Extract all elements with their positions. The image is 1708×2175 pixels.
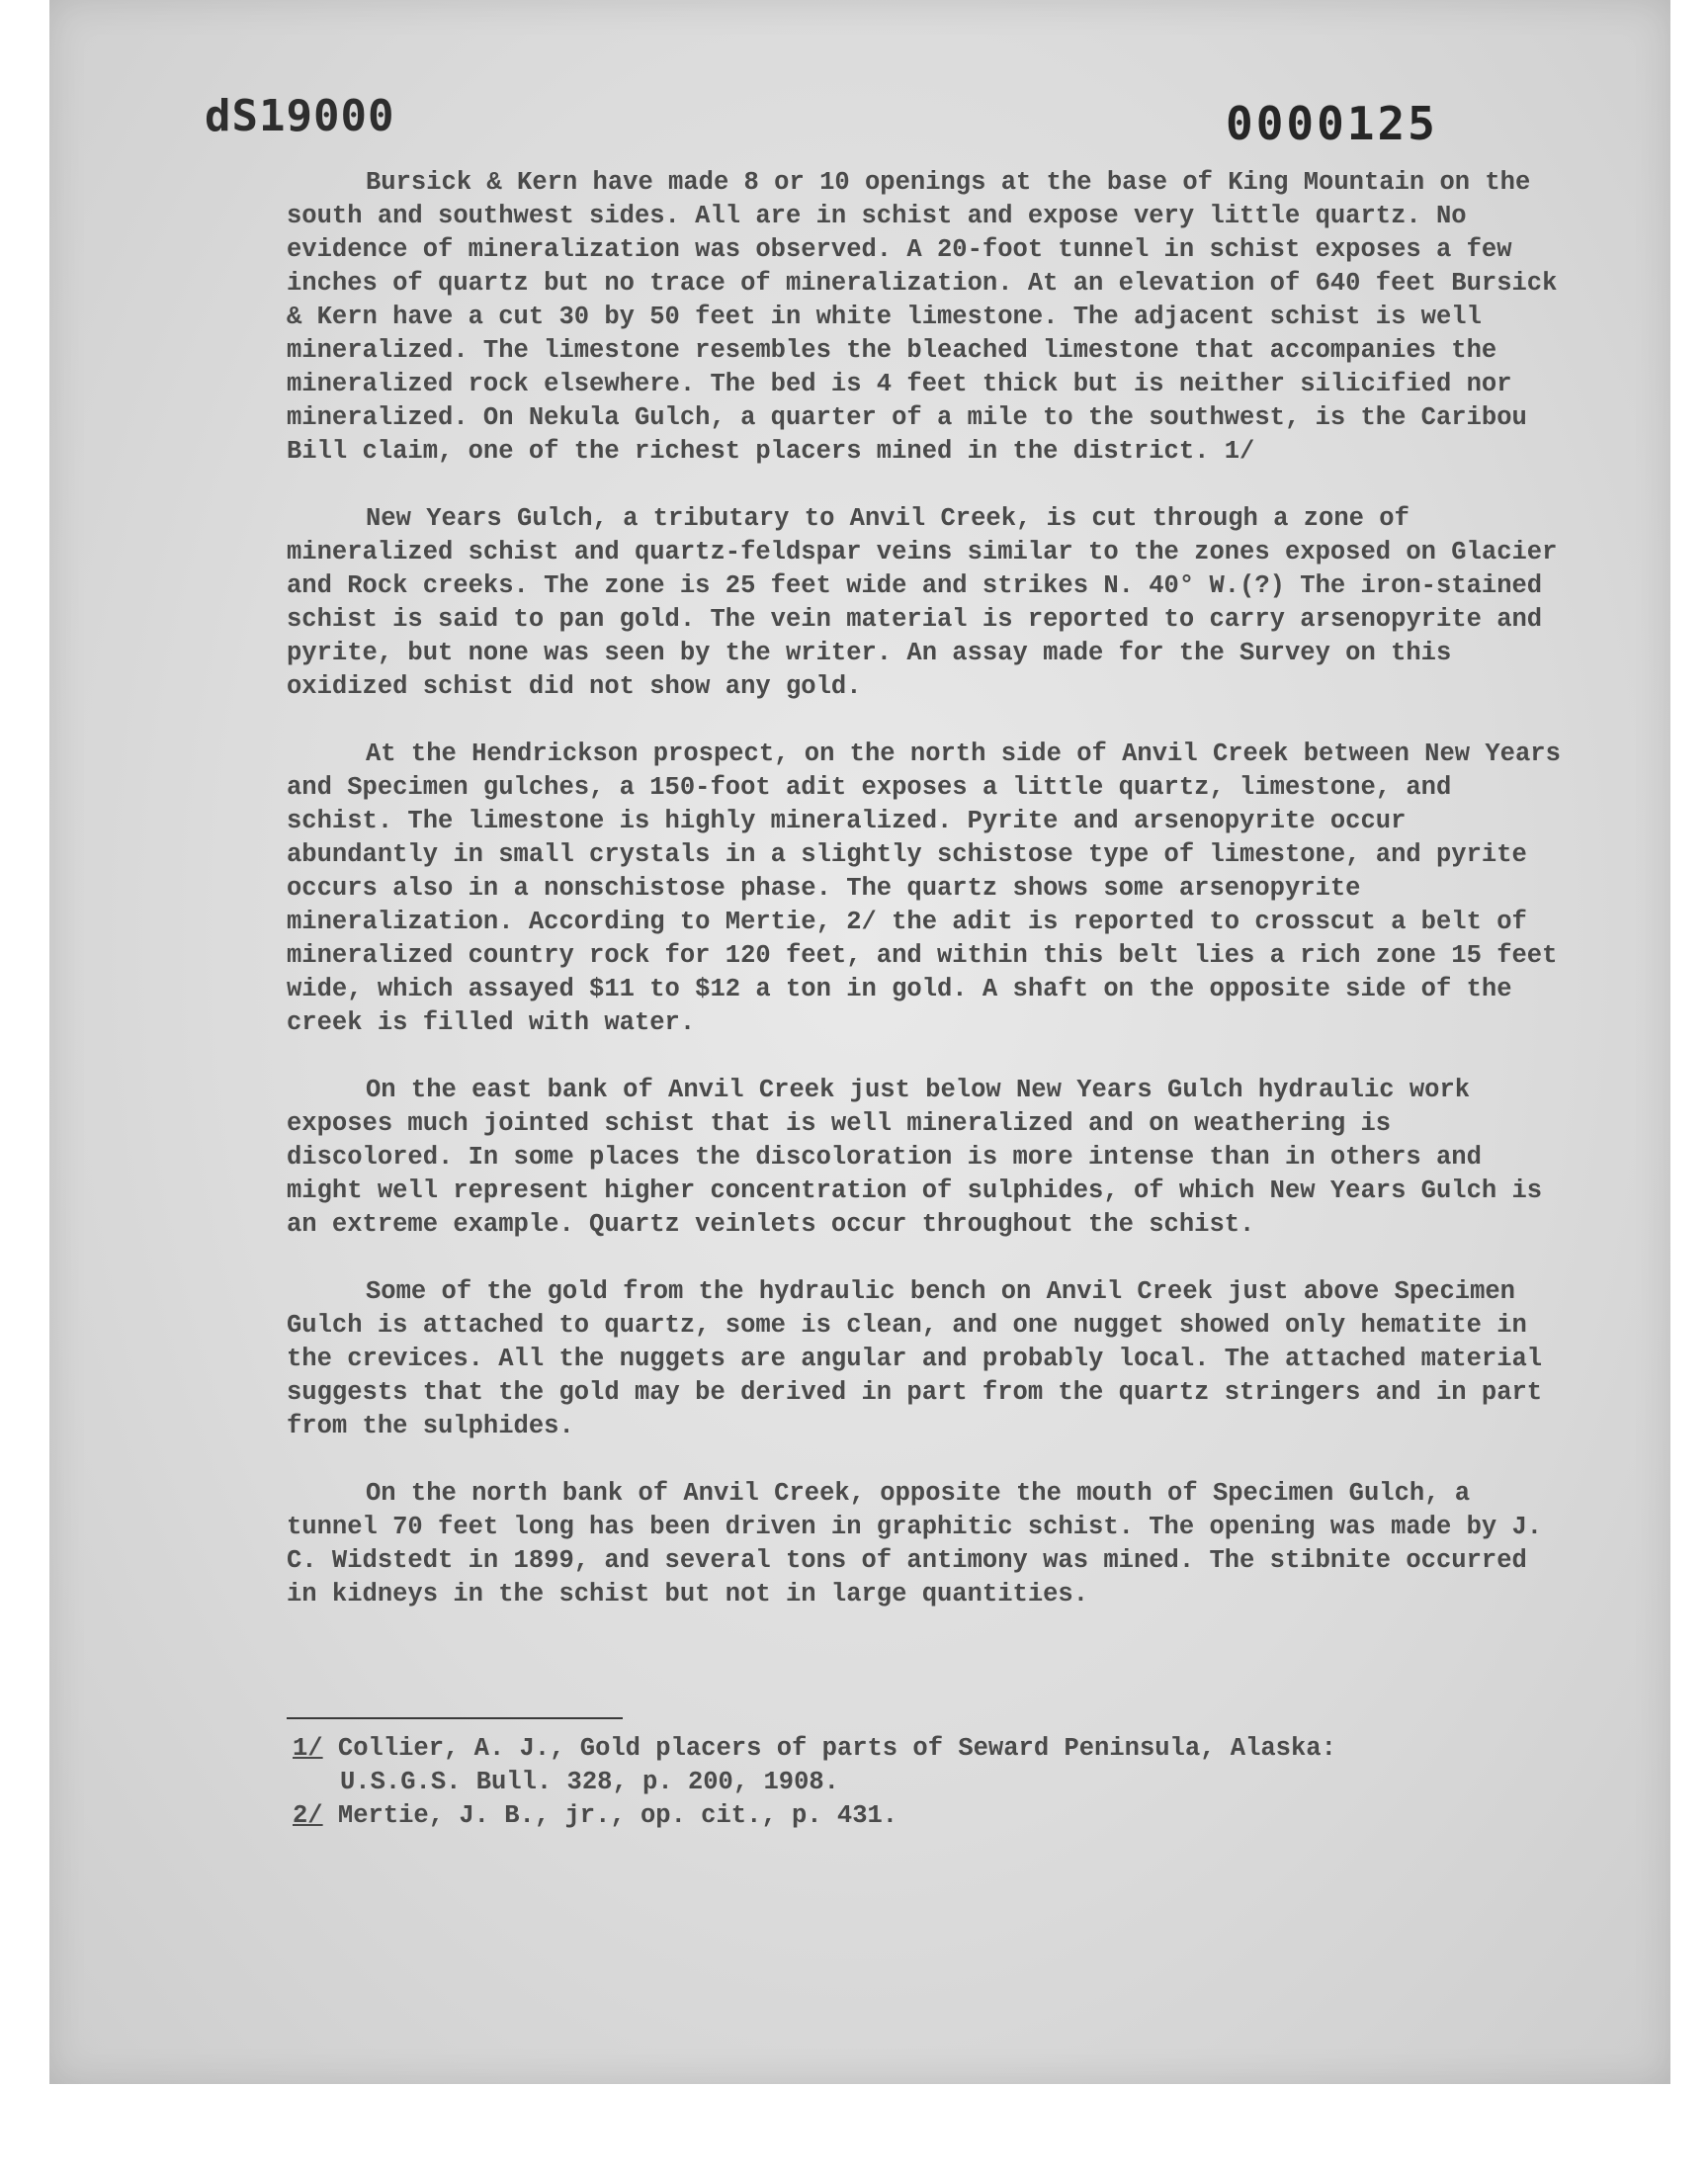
footnote-2-text: Mertie, J. B., jr., op. cit., p. 431. — [337, 1801, 898, 1830]
paragraph-hydraulic-bench-gold: Some of the gold from the hydraulic bench on Anvil Creek just above Specimen Gulch is attached to quartz, some is clean, and one nugget showed only hematite in the crevices. All the nuggets are angular and probably local. The attached material suggests that the gold may be derived in part from the quartz stringers and in part from the sulphides. — [287, 1277, 1543, 1440]
paragraph-east-bank-anvil-creek: On the east bank of Anvil Creek just below New Years Gulch hydraulic work exposes much jointed schist that is well mineralized and on weathering is discolored. In some places the discoloration is more intense than in others and might well represent higher concentration of sulphides, of which New Years Gulch is an extreme example. Quartz veinlets occur throughout the schist. — [287, 1076, 1543, 1239]
footnote-1-marker: 1/ — [293, 1734, 323, 1763]
footnote-divider — [287, 1717, 623, 1719]
body-text — [287, 166, 1572, 1645]
paragraph-new-years-gulch: New Years Gulch, a tributary to Anvil Creek, is cut through a zone of mineralized schist and quartz-feldspar veins similar to the zones exposed on Glacier and Rock creeks. The zone is 25 feet wide and strikes N. 40° W.(?) The iron-stained schist is said to pan gold. The vein material is reported to carry arsenopyrite and pyrite, but none was seen by the writer. An assay made for the Survey on this oxidized schist did not show any gold. — [287, 504, 1558, 701]
footnote-2-marker: 2/ — [293, 1801, 323, 1830]
paragraph-hendrickson-prospect: At the Hendrickson prospect, on the north side of Anvil Creek between New Years and Specimen gulches, a 150-foot adit exposes a little quartz, limestone, and schist. The limestone is highly mineralized. Pyrite and arsenopyrite occur abundantly in small crystals in a slightly schistose type of limestone, and pyrite occurs also in a nonschistose phase. The quartz shows some arsenopyrite mineralization. According to Mertie, 2/ the adit is reported to crosscut a belt of mineralized country rock for 120 feet, and within this belt lies a rich zone 15 feet wide, which assayed $11 to $12 a ton in gold. A shaft on the opposite side of the creek is filled with water. — [287, 740, 1561, 1037]
paragraph-north-bank-tunnel: On the north bank of Anvil Creek, opposite the mouth of Specimen Gulch, a tunnel 70 feet long has been driven in graphitic schist. The opening was made by J. C. Widstedt in 1899, and several tons of antimony was mined. The stibnite occurred in kidneys in the schist but not in large quantities. — [287, 1479, 1543, 1609]
footnote-2 — [293, 1799, 1578, 1833]
footnote-1 — [293, 1732, 1578, 1766]
footnote-1-continuation: U.S.G.S. Bull. 328, p. 200, 1908. — [340, 1768, 839, 1796]
document-id-right: 0000125 — [1226, 97, 1438, 150]
document-id-left: dS19000 — [205, 91, 395, 141]
footnotes — [293, 1732, 1578, 1833]
footnote-1-text: Collier, A. J., Gold placers of parts of Seward Peninsula, Alaska: — [337, 1734, 1336, 1763]
paragraph-bursick-kern: Bursick & Kern have made 8 or 10 openings at the base of King Mountain on the south and southwest sides. All are in schist and expose very little quartz. No evidence of mineralization was observed. A 20-foot tunnel in schist exposes a few inches of quartz but no trace of mineralization. At an elevation of 640 feet Bursick & Kern have a cut 30 by 50 feet in white limestone. The adjacent schist is well mineralized. The limestone resembles the bleached limestone that accompanies the mineralized rock elsewhere. The bed is 4 feet thick but is neither silicified nor mineralized. On Nekula Gulch, a quarter of a mile to the southwest, is the Caribou Bill claim, one of the richest placers mined in the district. 1/ — [287, 168, 1558, 466]
